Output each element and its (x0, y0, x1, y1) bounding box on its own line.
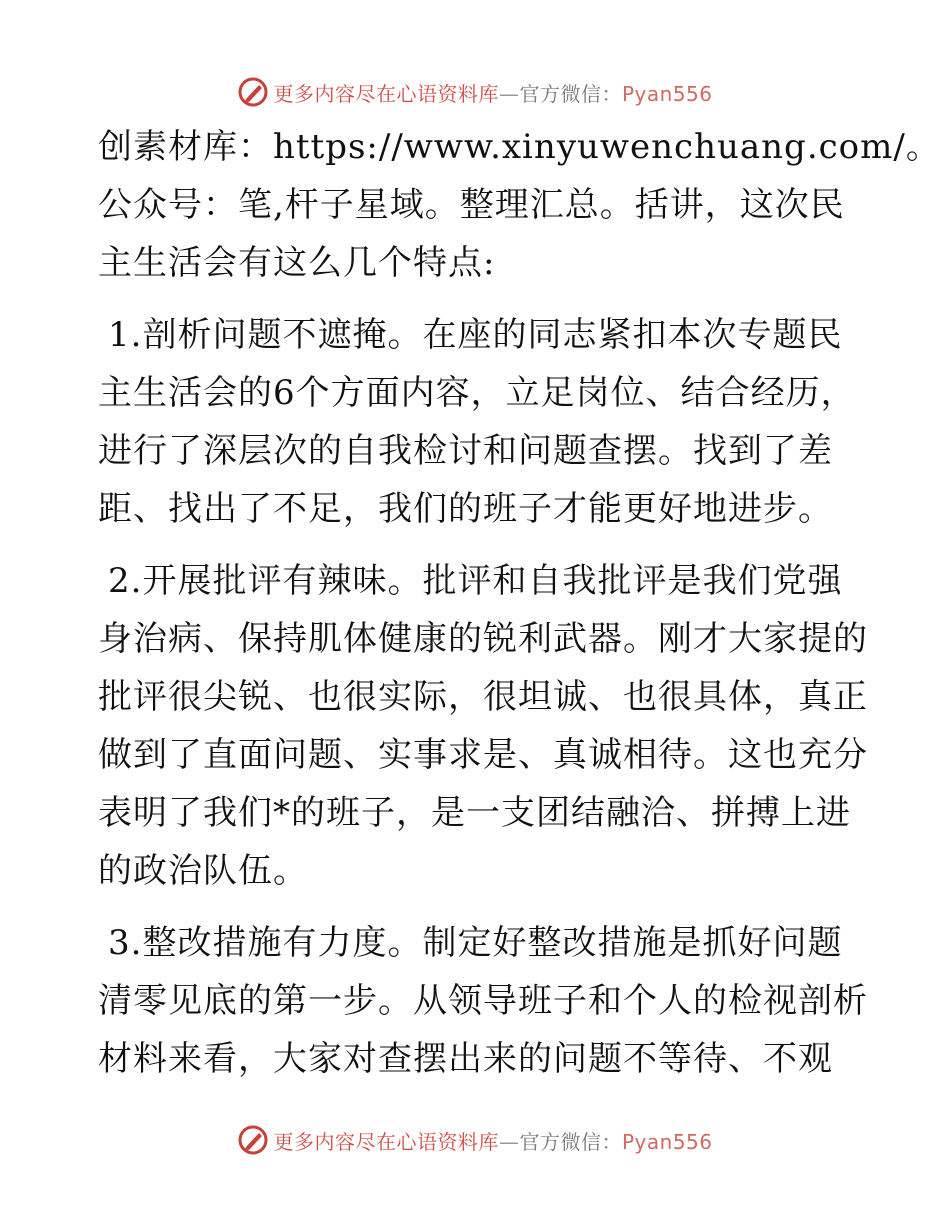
text-line: 距、找出了不足，我们的班子才能更好地进步。 (98, 489, 833, 529)
paragraph-1 (98, 306, 858, 538)
document-body (98, 118, 941, 1088)
text-line: 材料来看，大家对查摆出来的问题不等待、不观 (98, 1039, 833, 1079)
text-line: 主生活会的6个方面内容，立足岗位、结合经历， (98, 373, 856, 413)
pen-logo-icon (237, 1124, 269, 1156)
text-line: 清零见底的第一步。从领导班子和个人的检视剖析 (98, 981, 868, 1021)
header-banner (0, 72, 950, 112)
text-line: 2.开展批评有辣味。批评和自我批评是我们党强 (108, 561, 843, 601)
footer-banner-text: 更多内容尽在心语资料库—官方微信：Pyan556 (273, 1129, 713, 1154)
text-line: 创素材库：https://www.xinyuwenchuang.com/。 (98, 127, 941, 167)
text-line: 的政治队伍。 (98, 851, 308, 891)
pen-logo-icon (237, 76, 269, 108)
text-line: 批评很尖锐、也很实际，很坦诚、也很具体，真正 (98, 677, 868, 717)
text-line: 进行了深层次的自我检讨和问题查摆。找到了差 (98, 431, 833, 471)
footer-banner (0, 1120, 950, 1160)
text-line: 表明了我们*的班子，是一支团结融洽、拼搏上进 (98, 793, 851, 833)
text-line: 做到了直面问题、实事求是、真诚相待。这也充分 (98, 735, 868, 775)
paragraph-3 (98, 914, 868, 1088)
text-line: 身治病、保持肌体健康的锐利武器。刚才大家提的 (98, 619, 868, 659)
text-line: 公众号：笔,杆子星域。整理汇总。括讲，这次民 (98, 185, 845, 225)
header-banner-text: 更多内容尽在心语资料库—官方微信：Pyan556 (273, 81, 713, 106)
paragraph-2 (98, 552, 868, 900)
text-line: 主生活会有这么几个特点: (98, 243, 496, 283)
text-line: 1.剖析问题不遮掩。在座的同志紧扣本次专题民 (108, 315, 843, 355)
text-line: 3.整改措施有力度。制定好整改措施是抓好问题 (108, 923, 843, 963)
